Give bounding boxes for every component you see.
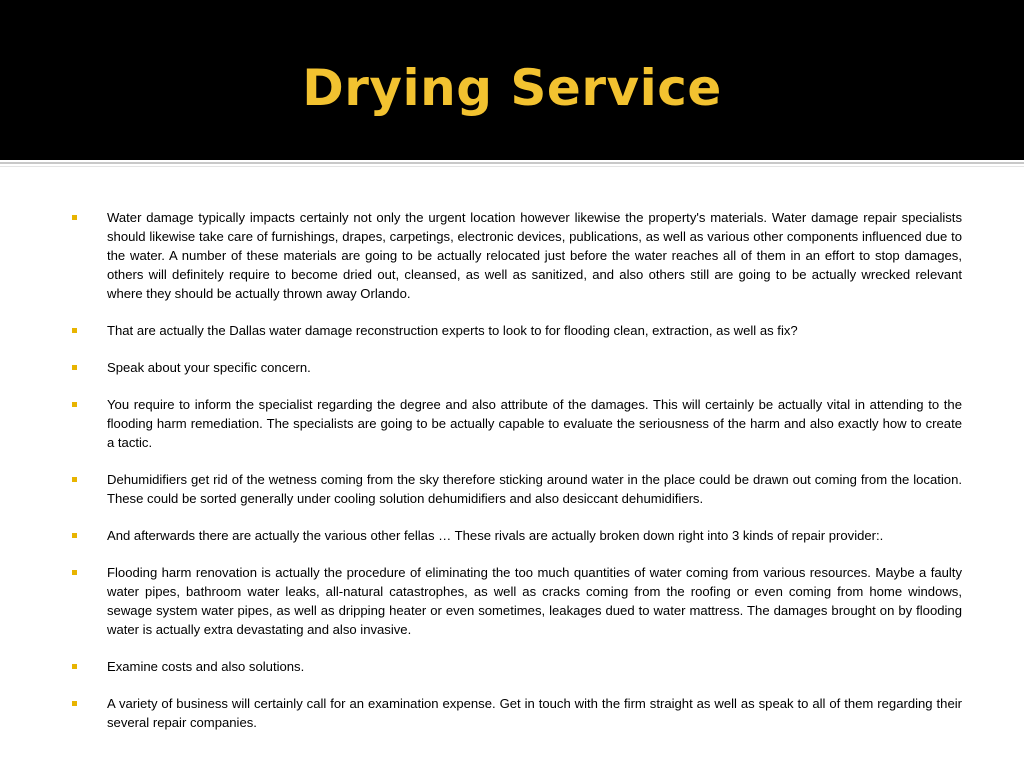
- bullet-text: A variety of business will certainly call for an examination expense. Get in touch with the firm straight as well as speak to all of them regarding their several repair companies.: [107, 696, 962, 730]
- slide-header: [0, 0, 1024, 160]
- bullet-item: [0, 694, 1024, 732]
- bullet-text: That are actually the Dallas water damage reconstruction experts to look to for flooding clean, extraction, as well as fix?: [107, 323, 798, 338]
- bullet-item: [0, 563, 1024, 639]
- bullet-text: Examine costs and also solutions.: [107, 659, 305, 674]
- bullet-text: Water damage typically impacts certainly not only the urgent location however likewise the property's materials. Water damage repair specialists should likewise take care of furnishings, drapes, carpetings, electronic devices, publications, as well as various other components influenced due to the water. A number of these materials are going to be actually relocated just before the water reaches all of them in an effort to stop damages, others will definitely require to become dried out, cleansed, as well as sanitized, and also others still are going to be actually wrecked relevant where they should be actually thrown away Orlando.: [107, 210, 962, 301]
- bullet-text: Speak about your specific concern.: [107, 360, 311, 375]
- square-bullet-icon: [72, 570, 77, 575]
- bullet-item: [0, 657, 1024, 676]
- square-bullet-icon: [72, 365, 77, 370]
- square-bullet-icon: [72, 664, 77, 669]
- bullet-item: [0, 208, 1024, 303]
- bullet-text: Dehumidifiers get rid of the wetness coming from the sky therefore sticking around water in the place could be drawn out coming from the location. These could be sorted generally under cooling solution dehumidifiers and also desiccant dehumidifiers.: [107, 472, 962, 506]
- header-divider-secondary: [0, 166, 1024, 167]
- bullet-item: [0, 395, 1024, 452]
- bullet-item: [0, 321, 1024, 340]
- square-bullet-icon: [72, 477, 77, 482]
- square-bullet-icon: [72, 215, 77, 220]
- bullet-text: And afterwards there are actually the various other fellas … These rivals are actually broken down right into 3 kinds of repair provider:.: [107, 528, 884, 543]
- bullet-text: Flooding harm renovation is actually the procedure of eliminating the too much quantities of water coming from various resources. Maybe a faulty water pipes, bathroom water leaks, all-natural catastrophes, as well as cracks coming from the roofing or even coming from home windows, sewage system water pipes, as well as dripping heater or even sometimes, leakages dued to water mattress. The damages brought on by flooding water is actually extra devastating and also invasive.: [107, 565, 962, 637]
- bullet-item: [0, 526, 1024, 545]
- bullet-list: [0, 208, 1024, 750]
- square-bullet-icon: [72, 701, 77, 706]
- bullet-item: [0, 470, 1024, 508]
- bullet-item: [0, 358, 1024, 377]
- square-bullet-icon: [72, 533, 77, 538]
- header-divider: [0, 162, 1024, 164]
- slide-title: Drying Service: [302, 59, 722, 117]
- square-bullet-icon: [72, 402, 77, 407]
- bullet-text: You require to inform the specialist regarding the degree and also attribute of the damages. This will certainly be actually vital in attending to the flooding harm remediation. The specialists are going to be actually capable to evaluate the seriousness of the harm and also exactly how to create a tactic.: [107, 397, 962, 450]
- square-bullet-icon: [72, 328, 77, 333]
